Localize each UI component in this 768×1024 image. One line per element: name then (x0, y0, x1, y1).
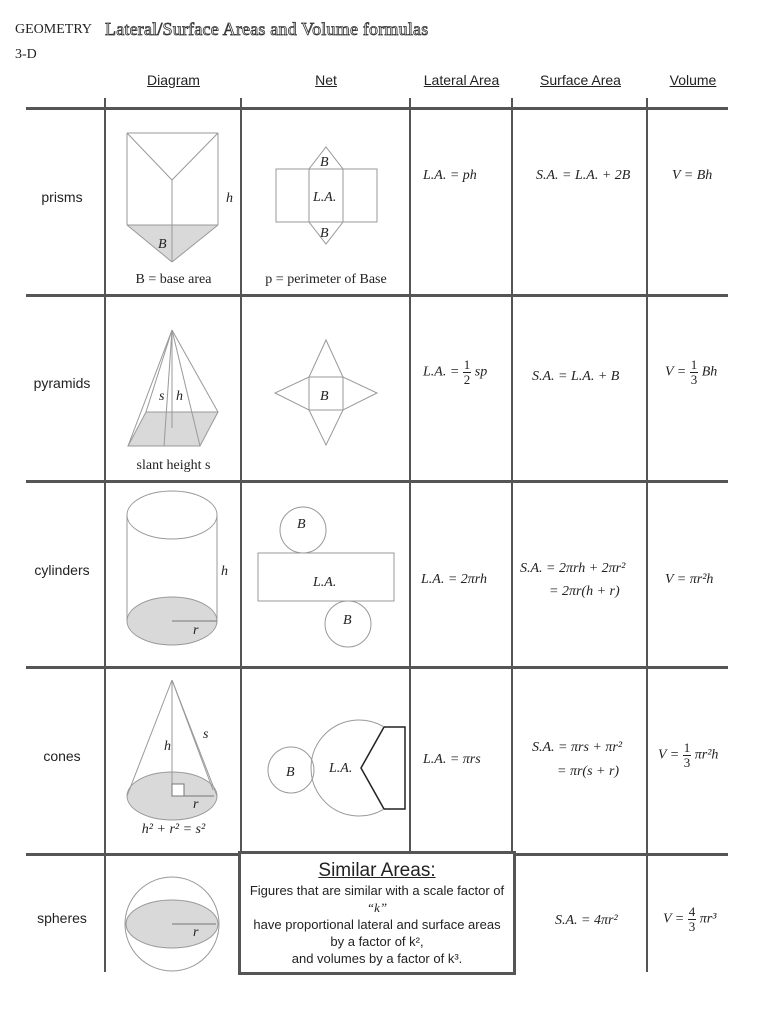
column-header-volume: Volume (669, 72, 717, 88)
prism-diagram-caption: B = base area (135, 272, 212, 287)
prism-h-label: h (226, 191, 233, 206)
sphere-r-label: r (193, 925, 199, 940)
similar-areas-line2: “k” (366, 900, 388, 915)
row-label-cylinders: cylinders (34, 562, 90, 578)
sphere-v-prefix: V = (663, 911, 685, 927)
cone-r-label: r (193, 797, 199, 812)
cylinder-r-label: r (193, 623, 199, 638)
cone-diagram-caption: h² + r² = s² (141, 822, 206, 837)
sphere-v-suffix: πr³ (699, 911, 717, 927)
cone-s-label: s (203, 727, 209, 742)
row-label-spheres: spheres (37, 910, 87, 926)
cylinder-h-label: h (221, 564, 228, 579)
pyramid-v-denominator: 3 (690, 372, 698, 387)
cone-lateral-area: L.A. = πrs (423, 752, 481, 767)
cylinder-volume: V = πr²h (665, 572, 714, 587)
cone-h-label: h (164, 739, 171, 754)
cylinder-surface-area-line2: = 2πr(h + r) (549, 584, 620, 599)
pyramid-v-numerator: 1 (690, 357, 698, 372)
cylinder-net-top-B: B (297, 517, 306, 532)
sphere-v-fraction (688, 905, 697, 934)
pyramid-h-label: h (176, 389, 183, 404)
row-label-pyramids: pyramids (33, 375, 91, 391)
sphere-surface-area: S.A. = 4πr² (555, 913, 618, 928)
prism-net-LA: L.A. (313, 190, 337, 205)
cone-net-B: B (286, 765, 295, 780)
cone-surface-area-line1: S.A. = πrs + πr² (532, 740, 623, 755)
sphere-v-denominator: 3 (688, 919, 696, 934)
sphere-v-numerator: 4 (688, 904, 696, 919)
cone-net-LA: L.A. (329, 761, 353, 776)
prism-surface-area: S.A. = L.A. + 2B (536, 168, 631, 183)
cylinder-net-bottom-B: B (343, 613, 352, 628)
pyramid-la-denominator: 2 (463, 372, 471, 387)
column-header-net: Net (315, 72, 337, 88)
subject-label: GEOMETRY (15, 22, 92, 37)
prism-B-label: B (158, 237, 167, 252)
prism-volume: V = Bh (672, 168, 713, 183)
similar-areas-line3: have proportional lateral and surface areas (253, 917, 501, 932)
pyramid-s-label: s (159, 389, 165, 404)
cone-v-numerator: 1 (683, 740, 691, 755)
prism-net-bottom-B: B (320, 226, 329, 241)
column-header-lateral-area: Lateral Area (423, 72, 500, 88)
cone-v-denominator: 3 (683, 755, 691, 770)
pyramid-v-prefix: V = (665, 364, 687, 380)
pyramid-la-suffix: sp (474, 364, 488, 380)
similar-areas-title: Similar Areas: (318, 860, 436, 881)
row-label-prisms: prisms (41, 189, 83, 205)
similar-areas-line4: by a factor of k², (330, 934, 424, 949)
dimension-label: 3-D (15, 47, 37, 62)
pyramid-diagram-caption: slant height s (136, 458, 211, 473)
column-header-diagram: Diagram (147, 72, 200, 88)
column-header-surface-area: Surface Area (540, 72, 621, 88)
cylinder-lateral-area: L.A. = 2πrh (421, 572, 487, 587)
pyramid-la-prefix: L.A. = (423, 364, 460, 380)
pyramid-net-B: B (320, 389, 329, 404)
sphere-volume (663, 905, 716, 934)
prism-net-caption: p = perimeter of Base (265, 272, 387, 287)
pyramid-la-numerator: 1 (463, 357, 471, 372)
cone-surface-area-line2: = πr(s + r) (557, 764, 620, 779)
cylinder-net-LA: L.A. (313, 575, 337, 590)
similar-areas-box (238, 851, 516, 975)
row-label-cones: cones (43, 748, 81, 764)
cone-v-prefix: V = (658, 747, 680, 763)
page-title: Lateral/Surface Areas and Volume formulas (105, 19, 429, 39)
prism-lateral-area: L.A. = ph (423, 168, 477, 183)
cylinder-surface-area-line1: S.A. = 2πrh + 2πr² (520, 561, 626, 576)
cone-v-suffix: πr²h (694, 747, 719, 763)
prism-net-top-B: B (320, 155, 329, 170)
similar-areas-line5: and volumes by a factor of k³. (291, 951, 463, 966)
similar-areas-line1: Figures that are similar with a scale factor of (249, 883, 505, 898)
pyramid-surface-area: S.A. = L.A. + B (532, 369, 620, 384)
pyramid-v-suffix: Bh (701, 364, 718, 380)
